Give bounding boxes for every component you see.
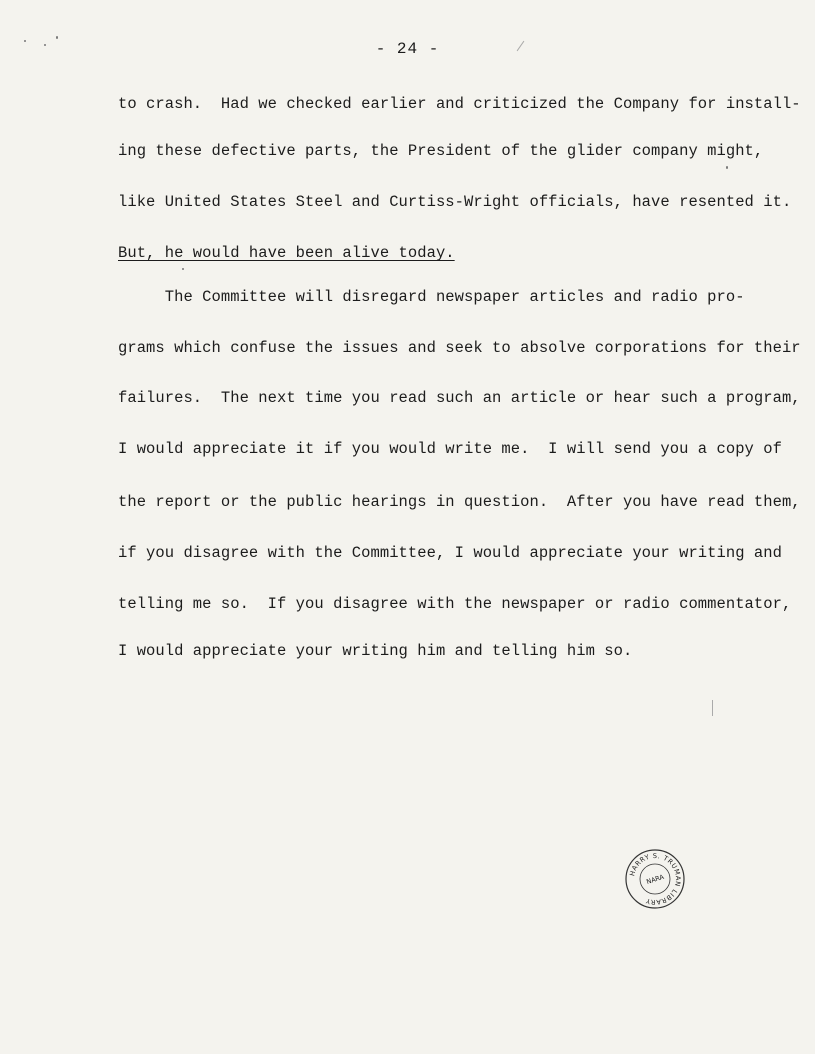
scan-speck <box>44 44 46 46</box>
stamp-center-text: NARA <box>645 872 665 887</box>
scan-speck <box>182 268 184 270</box>
text-line-11: telling me so. If you disagree with the newspaper or radio commentator, <box>118 595 792 613</box>
text-line-9: the report or the public hearings in question. After you have read them, <box>118 493 801 511</box>
library-stamp-icon <box>624 848 686 910</box>
text-line-8: I would appreciate it if you would write me. I will send you a copy of <box>118 440 782 458</box>
scan-speck <box>24 40 26 42</box>
text-line-7: failures. The next time you read such an article or hear such a program, <box>118 389 801 407</box>
scan-edge-mark <box>712 700 713 716</box>
stamp-arc-text: HARRY S. TRUMAN LIBRARY <box>628 851 683 907</box>
scan-speck <box>56 36 58 39</box>
text-line-1: to crash. Had we checked earlier and criticized the Company for install- <box>118 95 801 113</box>
text-line-10: if you disagree with the Committee, I would appreciate your writing and <box>118 544 782 562</box>
text-line-12: I would appreciate your writing him and telling him so. <box>118 642 633 660</box>
text-line-4-underlined: But, he would have been alive today. <box>118 244 455 262</box>
text-line-2: ing these defective parts, the President of the glider company might, <box>118 142 764 160</box>
text-line-5: The Committee will disregard newspaper articles and radio pro- <box>118 288 745 306</box>
page-number: - 24 - <box>375 40 440 58</box>
text-line-6: grams which confuse the issues and seek to absolve corporations for their <box>118 339 801 357</box>
text-line-3: like United States Steel and Curtiss-Wright officials, have resented it. <box>118 193 792 211</box>
scan-speck <box>726 166 728 169</box>
